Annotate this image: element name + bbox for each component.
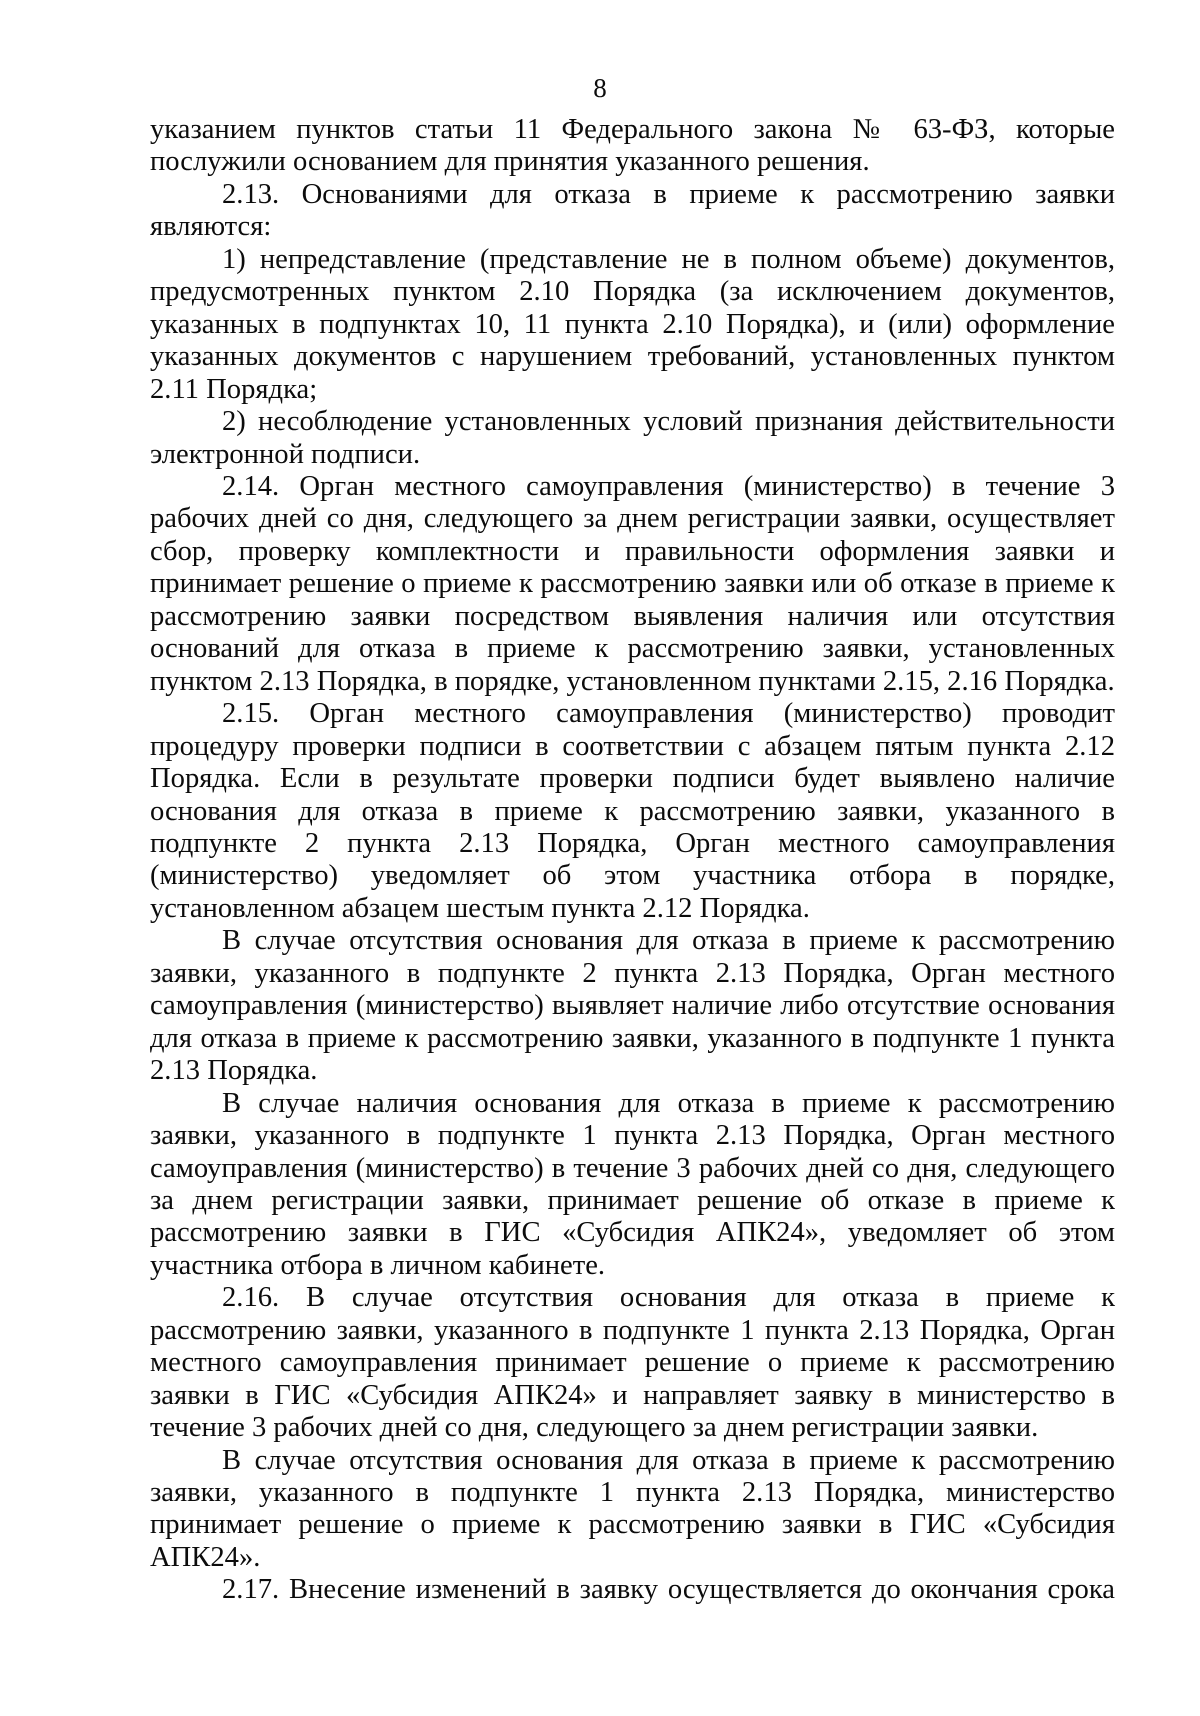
paragraph-2-16-part-2: В случае отсутствия основания для отказа в приеме к рассмотрению заявки, указанного в подпункте 1 пункта 2.13 Порядка, министерство принимает решение о приеме к рассмотрению заявки в ГИС «Субсидия АПК24». <box>150 1444 1115 1573</box>
paragraph-2-13-item-1: 1) непредставление (представление не в полном объеме) документов, предусмотренных пунктом 2.10 Порядка (за исключением документов, указанных в подпунктах 10, 11 пункта 2.10 Порядка), и (или) оформление указанных документов с нарушением требований, установленных пунктом 2.11 Порядка; <box>150 243 1115 405</box>
paragraph-2-15-part-3: В случае наличия основания для отказа в приеме к рассмотрению заявки, указанного в подпункте 1 пункта 2.13 Порядка, Орган местного самоуправления (министерство) в течение 3 рабочих дней со дня, следующего за днем регистрации заявки, принимает решение об отказе в приеме к рассмотрению заявки в ГИС «Субсидия АПК24», уведомляет об этом участника отбора в личном кабинете. <box>150 1087 1115 1281</box>
paragraph-2-13-item-2: 2) несоблюдение установленных условий признания действительности электронной подписи. <box>150 406 1115 470</box>
paragraph-2-15-part-2: В случае отсутствия основания для отказа в приеме к рассмотрению заявки, указанного в подпункте 2 пункта 2.13 Порядка, Орган местного самоуправления (министерство) выявляет наличие либо отсутствие основания для отказа в приеме к рассмотрению заявки, указанного в подпункте 1 пункта 2.13 Порядка. <box>150 925 1115 1087</box>
paragraph-continuation: указанием пунктов статьи 11 Федерального закона № 63-ФЗ, которые послужили основанием для принятия указанного решения. <box>150 114 1115 178</box>
paragraph-2-13: 2.13. Основаниями для отказа в приеме к рассмотрению заявки являются: <box>150 178 1115 243</box>
page-number: 8 <box>593 73 607 103</box>
paragraph-2-14: 2.14. Орган местного самоуправления (министерство) в течение 3 рабочих дней со дня, следующего за днем регистрации заявки, осуществляет сбор, проверку комплектности и правильности оформления заявки и принимает решение о приеме к рассмотрению заявки или об отказе в приеме к рассмотрению заявки посредством выявления наличия или отсутствия оснований для отказа в приеме к рассмотрению заявки, установленных пунктом 2.13 Порядка, в порядке, установленном пунктами 2.15, 2.16 Порядка. <box>150 470 1115 697</box>
document-body <box>150 114 1115 1607</box>
paragraph-2-15: 2.15. Орган местного самоуправления (министерство) проводит процедуру проверки подписи в соответствии с абзацем пятым пункта 2.12 Порядка. Если в результате проверки подписи будет выявлено наличие основания для отказа в приеме к рассмотрению заявки, указанного в подпункте 2 пункта 2.13 Порядка, Орган местного самоуправления (министерство) уведомляет об этом участника отбора в порядке, установленном абзацем шестым пункта 2.12 Порядка. <box>150 698 1115 924</box>
paragraph-2-17: 2.17. Внесение изменений в заявку осуществляется до окончания срока <box>222 1574 1115 1606</box>
paragraph-2-16: 2.16. В случае отсутствия основания для отказа в приеме к рассмотрению заявки, указанного в подпункте 1 пункта 2.13 Порядка, Орган местного самоуправления принимает решение о приеме к рассмотрению заявки в ГИС «Субсидия АПК24» и направляет заявку в министерство в течение 3 рабочих дней со дня, следующего за днем регистрации заявки. <box>150 1282 1115 1444</box>
